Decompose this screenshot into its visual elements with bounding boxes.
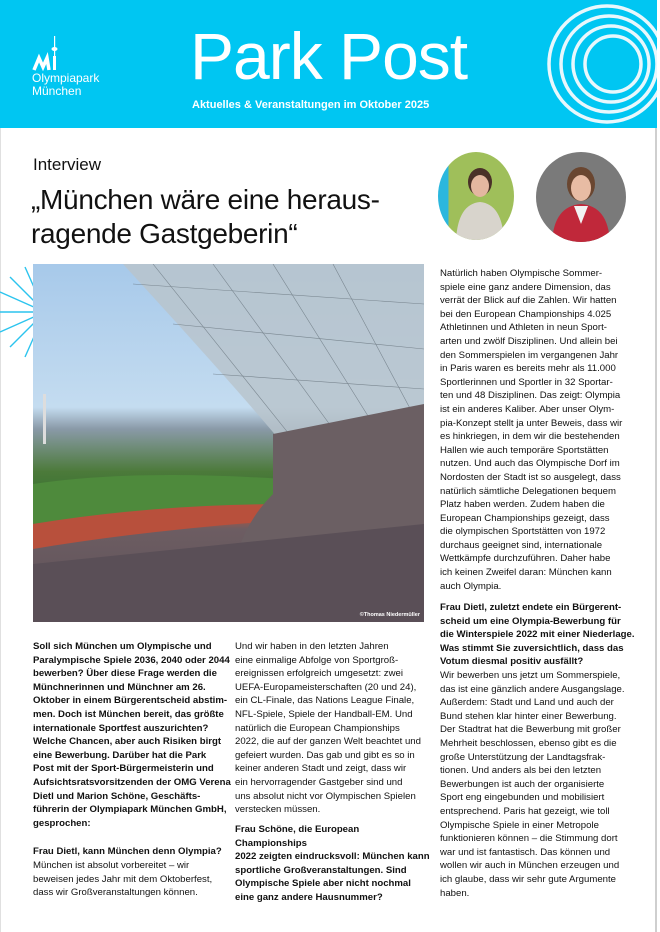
- olympiapark-logo-icon: [32, 34, 62, 72]
- logo-text: Olympiapark München: [32, 71, 100, 98]
- article-intro: Soll sich München um Olympische und Paralympische Spiele 2036, 2040 oder 2044 bewerben? Über diese Frage werden die Münchnerinnen und Münchner am 26. Oktober in einem Bürgerentscheid abstim- men. Doch ist München bereit, das größte internationale Sportfest auszurichten? Welche Chancen, aber auch Risiken birgt eine Bewerbung. Darüber hat die Park Post mit der Sport-Bürgermeisterin und Aufsichtsratsvorsitzenden der OMG Verena Dietl und Marion Schöne, Geschäfts- führerin der Olympiapark München GmbH, gesprochen:: [33, 641, 231, 829]
- article-headline: „München wäre eine heraus- ragende Gastgeberin“: [31, 184, 380, 249]
- article-kicker: Interview: [33, 155, 102, 174]
- answer-dietl-continued: Und wir haben in den letzten Jahren eine einmalige Abfolge von Sportgroß- ereignissen erfolgreich umgesetzt: zwei UEFA-Europameisterschaften (20 und 24), ein CL-Finale, das Nations League Finale, NFL-Spiele, Spiele der Handball-EM. Und natürlich die European Championships 2022, die auf der ganzen Welt beachtet und gefeiert wurden. Das gab und gibt es so in keiner anderen Stadt und zeigt, dass wir ein hervorragender Gastgeber sind und uns absolut nicht vor Olympischen Spielen verstecken müssen.: [235, 641, 421, 816]
- question-dietl-buergerentscheid: Frau Dietl, zuletzt endete ein Bürgerent- scheid um eine Olympia-Bewerbung für die Winterspiele 2022 mit einer Niederlage. Was stimmt Sie zuversichtlich, dass das Votum diesmal positiv ausfällt?: [440, 602, 635, 668]
- answer-column-right-top: Natürlich haben Olympische Sommer- spiele eine ganz andere Dimension, das verrät der Blick auf die Zahlen. Wir hatten bei den European Championships 4.025 Athletinnen und Athleten in neun Sport- arten und zwölf Disziplinen. Und allein bei den Sommerspielen im vergangenen Jahr in Paris waren es bereits mehr als 11.000 Sportlerinnen und Sportler in 32 Sportar- ten und 48 Disziplinen. Das zeigt: Olympia ist ein anderes Kaliber. Aber unser Olym- pia-Konzept stellt ja unter Beweis, dass wir es hinkriegen, in dem wir die bestehenden Hallen wie auch temporäre Sportstätten nutzen. Und auch das Olympische Dorf im Nordosten der Stadt ist so ausgelegt, dass natürlich sämtliche Delegationen bequem Platz haben werden. Zudem haben die European Championships gezeigt, dass die olympischen Sportstätten von 1972 durchaus geeignet sind, internationale Wettkämpfe durchzuführen. Daher habe ich keinen Zweifel daran: München kann auch Olympia.: [440, 268, 623, 592]
- rings-decoration-icon: [545, 0, 657, 128]
- portrait-marion-schoene: [536, 152, 626, 242]
- masthead: [0, 0, 657, 128]
- question-dietl-olympia: Frau Dietl, kann München denn Olympia?: [33, 846, 222, 857]
- answer-dietl-olympia: München ist absolut vorbereitet – wir beweisen jedes Jahr mit dem Oktoberfest, dass wir Großveranstaltungen können.: [33, 860, 213, 899]
- newsletter-subtitle: Aktuelles & Veranstaltungen im Oktober 2025: [192, 99, 430, 111]
- answer-dietl-buergerentscheid: Wir bewerben uns jetzt um Sommerspiele, das ist eine gänzlich andere Ausgangslage. Außerdem: Stadt und Land und auch der Bund stehen klar hinter einer Bewerbung. Der Stadtrat hat die Bewerbung mit großer Mehrheit beschlossen, ebenso gibt es die große Unterstützung der Landtagsfrak- tionen. Und anders als bei den letzten Bewerbungen ist auch der organisierte Sport eng eingebunden und mobilisiert entsprechend. Paris hat gezeigt, wie toll Olympische Spiele in einer Metropole funktionieren können – die Stimmung dort war und ist fantastisch. Das können und wollen wir auch in München erzeugen und ich glaube, dass wir sehr gute Argumente haben.: [440, 670, 625, 899]
- photo-credit: ©Thomas Niedermüller: [359, 612, 420, 618]
- stadium-photo: [33, 264, 424, 622]
- newsletter-title: Park Post: [190, 19, 468, 93]
- question-schoene: Frau Schöne, die European Championships 2022 zeigten eindrucksvoll: München kann sportliche Großveranstaltungen. Sind Olympische Spiele aber nicht nochmal eine ganz andere Hausnummer?: [235, 824, 430, 903]
- portrait-verena-dietl: [438, 152, 514, 240]
